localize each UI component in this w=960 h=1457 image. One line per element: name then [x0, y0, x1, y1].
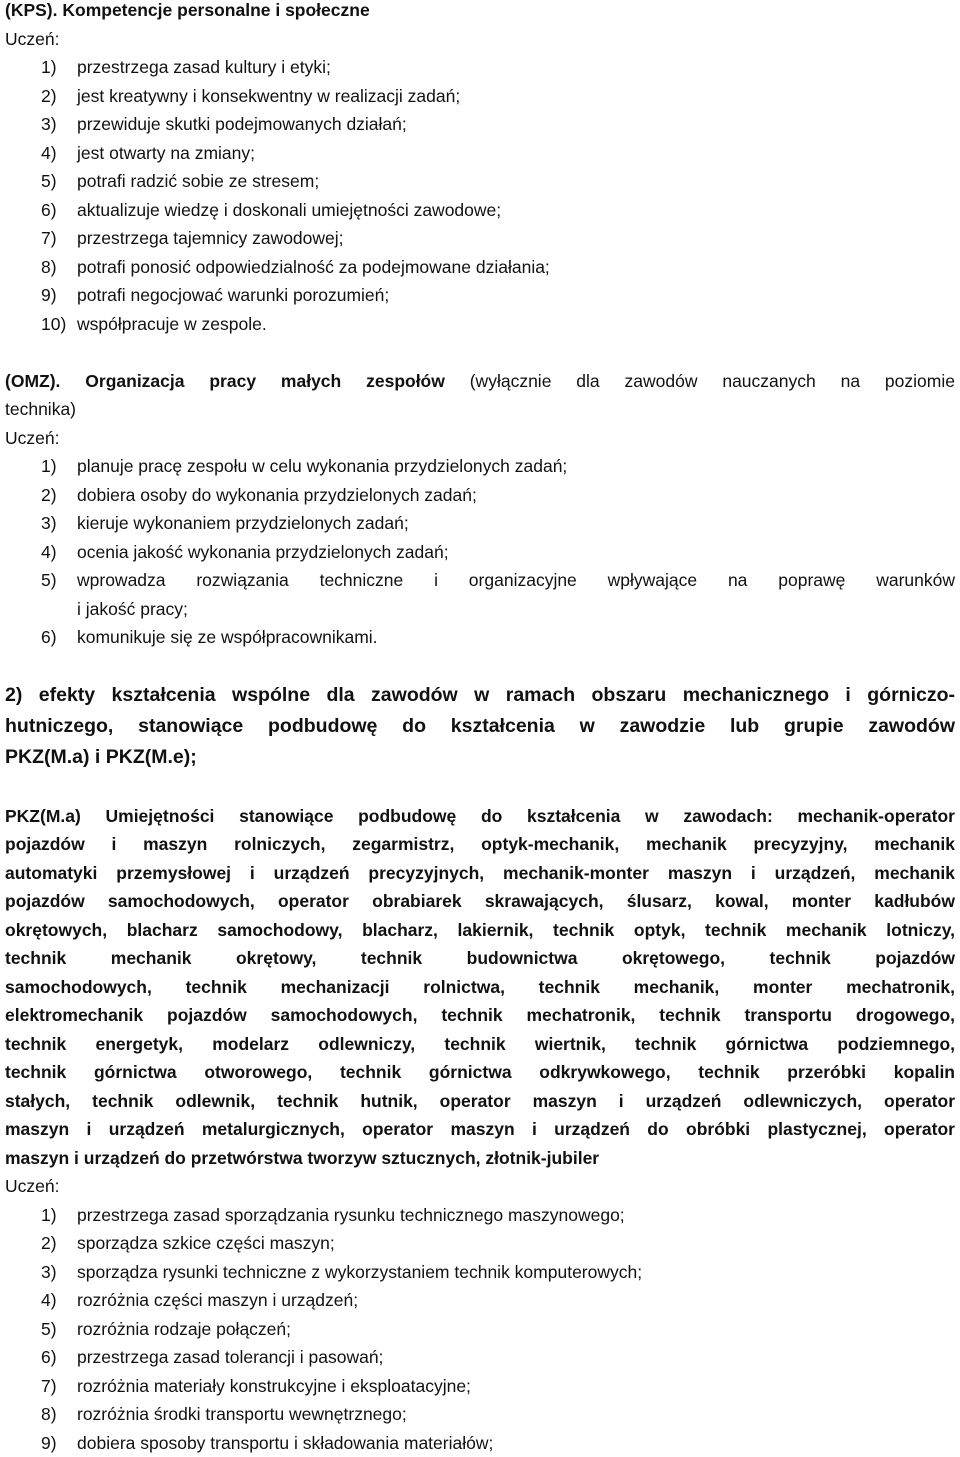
omz-note-continued: technika)	[5, 395, 955, 424]
list-item: 5) potrafi radzić sobie ze stresem;	[41, 167, 955, 196]
list-item: 1) przestrzega zasad sporządzania rysunku technicznego maszynowego;	[41, 1201, 955, 1230]
spacer	[5, 652, 955, 681]
list-item: 4) ocenia jakość wykonania przydzielonych zadań;	[41, 538, 955, 567]
list-item: 6) przestrzega zasad tolerancji i pasowań;	[41, 1343, 955, 1372]
list-item: 4) rozróżnia części maszyn i urządzeń;	[41, 1286, 955, 1315]
kps-code: (KPS).	[5, 0, 58, 20]
pkz-section	[5, 802, 955, 1457]
list-item: 3) przewiduje skutki podejmowanych działań;	[41, 110, 955, 139]
list-item: 1) przestrzega zasad kultury i etyki;	[41, 53, 955, 82]
list-item: 7) rozróżnia materiały konstrukcyjne i eksploatacyjne;	[41, 1372, 955, 1401]
pkz-student-label: Uczeń:	[5, 1172, 955, 1201]
kps-section	[5, 0, 955, 338]
kps-list	[5, 53, 955, 338]
list-item: 8) potrafi ponosić odpowiedzialność za podejmowane działania;	[41, 253, 955, 282]
list-item: 5) wprowadza rozwiązania techniczne i organizacyjne wpływające na poprawę warunków i jakość pracy;	[41, 566, 955, 623]
list-item: 6) komunikuje się ze współpracownikami.	[41, 623, 955, 652]
list-item: 5) rozróżnia rodzaje połączeń;	[41, 1315, 955, 1344]
kps-title: Kompetencje personalne i społeczne	[62, 0, 369, 20]
list-item: 3) kieruje wykonaniem przydzielonych zadań;	[41, 509, 955, 538]
list-item: 9) dobiera sposoby transportu i składowania materiałów;	[41, 1429, 955, 1457]
section-2-heading: 2) efekty kształcenia wspólne dla zawodów w ramach obszaru mechanicznego i górniczo- hutniczego, stanowiące podbudowę do kształcenia w zawodzie lub grupie zawodów PKZ(M.a) i PKZ(M.e);	[5, 680, 955, 773]
spacer	[5, 773, 955, 802]
pkz-code: PKZ(M.a)	[5, 806, 81, 826]
list-item: 9) potrafi negocjować warunki porozumień;	[41, 281, 955, 310]
spacer	[5, 338, 955, 367]
list-item: 8) rozróżnia środki transportu wewnętrznego;	[41, 1400, 955, 1429]
list-item: 2) sporządza szkice części maszyn;	[41, 1229, 955, 1258]
kps-student-label: Uczeń:	[5, 25, 955, 54]
omz-list	[5, 452, 955, 652]
list-item: 4) jest otwarty na zmiany;	[41, 139, 955, 168]
list-item: 6) aktualizuje wiedzę i doskonali umiejętności zawodowe;	[41, 196, 955, 225]
omz-title: Organizacja pracy małych zespołów	[85, 371, 445, 391]
list-item: 10) współpracuje w zespole.	[41, 310, 955, 339]
list-item: 2) dobiera osoby do wykonania przydzielonych zadań;	[41, 481, 955, 510]
omz-heading	[5, 367, 955, 396]
list-item: 2) jest kreatywny i konsekwentny w realizacji zadań;	[41, 82, 955, 111]
omz-student-label: Uczeń:	[5, 424, 955, 453]
list-item: 1) planuje pracę zespołu w celu wykonania przydzielonych zadań;	[41, 452, 955, 481]
pkz-paragraph: PKZ(M.a) Umiejętności stanowiące podbudowę do kształcenia w zawodach: mechanik-operator pojazdów i maszyn rolniczych, zegarmistrz, optyk-mechanik, mechanik precyzyjny, mechanik automatyki przemysłowej i urządzeń precyzyjnych, mechanik-monter maszyn i urządzeń, mechanik pojazdów samochodowych, operator obrabiarek skrawających, ślusarz, kowal, monter kadłubów okrętowych, blacharz samochodowy, blacharz, lakiernik, technik optyk, technik mechanik lotniczy, technik mechanik okrętowy, technik budownictwa okrętowego, technik pojazdów samochodowych, technik mechanizacji rolnictwa, technik mechanik, monter mechatronik, elektromechanik pojazdów samochodowych, technik mechatronik, technik transportu drogowego, technik energetyk, modelarz odlewniczy, technik wiertnik, technik górnictwa podziemnego, technik górnictwa otworowego, technik górnictwa odkrywkowego, technik przeróbki kopalin stałych, technik odlewnik, technik hutnik, operator maszyn i urządzeń odlewniczych, operator maszyn i urządzeń metalurgicznych, operator maszyn i urządzeń do obróbki plastycznej, operator maszyn i urządzeń do przetwórstwa tworzyw sztucznych, złotnik-jubiler	[5, 802, 955, 1173]
pkz-list	[5, 1201, 955, 1457]
list-item: 7) przestrzega tajemnicy zawodowej;	[41, 224, 955, 253]
omz-note: (wyłącznie dla zawodów nauczanych na poziomie	[470, 371, 955, 391]
kps-heading	[5, 0, 955, 25]
omz-section	[5, 367, 955, 652]
list-item: 3) sporządza rysunki techniczne z wykorzystaniem technik komputerowych;	[41, 1258, 955, 1287]
omz-code: (OMZ).	[5, 371, 60, 391]
